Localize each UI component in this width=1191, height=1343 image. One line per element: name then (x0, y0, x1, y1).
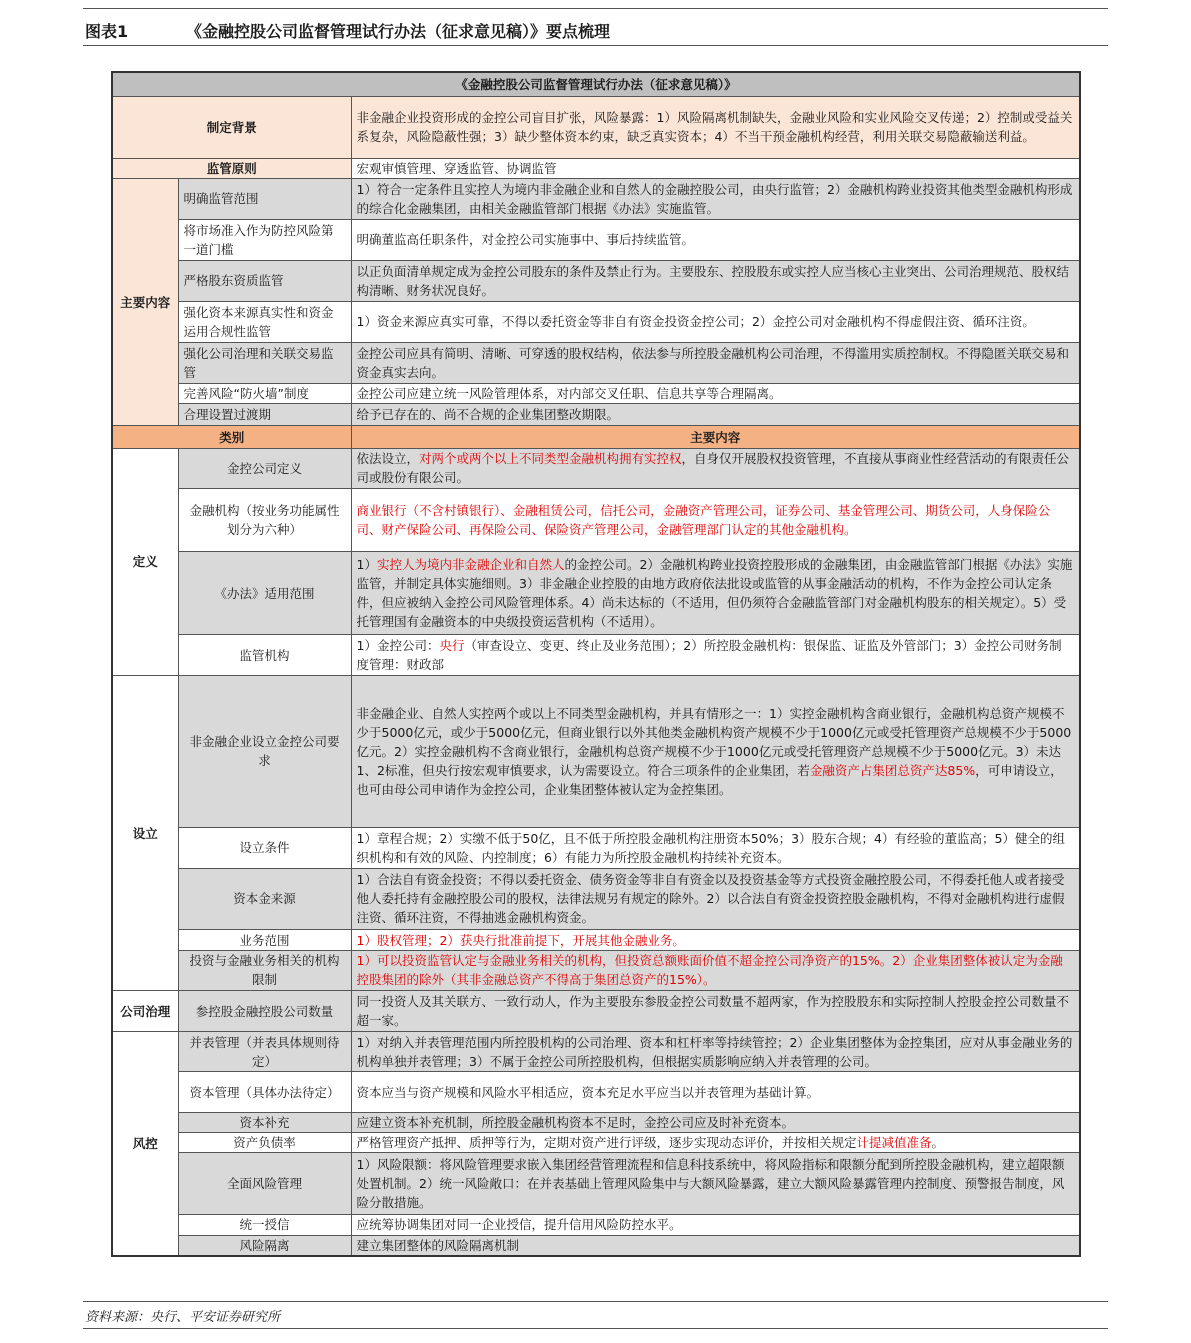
highlight-text: 对两个或两个以上不同类型金融机构拥有实控权 (419, 451, 682, 467)
table-row (112, 1031, 1080, 1072)
sub-label: 金融机构（按业务功能属性划分为六种） (178, 489, 351, 552)
table-row (112, 219, 1080, 261)
table-title-row (112, 72, 1080, 96)
table-row (112, 1153, 1080, 1215)
cell-content (351, 1235, 1080, 1256)
cell-content: 金控公司应具有简明、清晰、可穿透的股权结构，依法参与所控股金融机构公司治理，不得滥用实质控制权。不得隐匿关联交易和资金真实去向。 (351, 343, 1080, 384)
body-text: 1）对纳入并表管理范围内所控股机构的公司治理、资本和杠杆率等持续管控；2）企业集团整体为金控集团，应对从事金融业务的机构单独并表管理；3）不属于金控公司所控股机构，但根据实质影响应纳入并表管理的公司。 (356, 1034, 1073, 1069)
figure-label: 图表1 (85, 22, 129, 41)
row-content-background: 非金融企业投资形成的金控公司盲目扩张，风险暴露：1）风险隔离机制缺失，金融业风险和实业风险交叉传递；2）控制或受益关系复杂，风险隐蔽性强；3）缺少整体资本约束，缺乏真实资本；4）不当干预金融机构经营，利用关联交易隐蔽输送利益。 (351, 96, 1080, 158)
table-row (112, 930, 1080, 950)
body-text: 1）金控公司： (356, 638, 440, 654)
sub-label: 强化公司治理和关联交易监管 (178, 343, 351, 384)
source-footer (83, 1301, 1108, 1329)
body-text: ，自身仅开展股权投资管理，不直接从事商业性经营活动的有限责任公司或股份有限公司。 (356, 451, 1070, 486)
table-row (112, 1112, 1080, 1132)
body-text: 同一投资人及其关联方、一致行动人，作为主要股东参股金控公司数量不超两家，作为控股股东和实际控制人控股金控公司数量不超一家。 (356, 994, 1070, 1028)
body-text: 应统筹协调集团对同一企业授信，提升信用风险防控水平。 (356, 1217, 682, 1233)
body-text: 依法设立， (356, 451, 420, 467)
category-header: 类别 (112, 426, 351, 448)
table-row (112, 383, 1080, 403)
cell-content (351, 1112, 1080, 1132)
sub-label: 参控股金融控股公司数量 (178, 991, 351, 1032)
cell-content (351, 827, 1080, 868)
cell-content (351, 635, 1080, 676)
sub-label: 强化资本来源真实性和资金运用合规性监管 (178, 301, 351, 343)
table-row (112, 158, 1080, 178)
cell-content: 明确董监高任职条件，对金控公司实施事中、事后持续监管。 (351, 219, 1080, 261)
sub-label: 设立条件 (178, 827, 351, 868)
figure-title: 《金融控股公司监督管理试行办法（征求意见稿）》要点梳理 (186, 22, 611, 41)
cell-content: 以正负面清单规定成为金控公司股东的条件及禁止行为。主要股东、控股股东或实控人应当核心主业突出、公司治理规范、股权结构清晰、财务状况良好。 (351, 261, 1080, 302)
row-label-background: 制定背景 (112, 96, 351, 158)
sub-label: 资本金来源 (178, 868, 351, 930)
body-text: 严格管理资产抵押、质押等行为，定期对资产进行评级，逐步实现动态评价，并按相关规定 (356, 1135, 857, 1151)
cell-content (351, 991, 1080, 1032)
body-text: 1）合法自有资金投资；不得以委托资金、债务资金等非自有资金以及投资基金等方式投资金融控股公司，不得委托他人或者接受他人委托持有金融控股公司的股权，法律法规另有规定的除外。2）以合法自有资金投资控股金融机构，不得对金融机构进行虚假注资、循环注资，不得抽逃金融机构资金。 (356, 872, 1065, 926)
cell-content (351, 489, 1080, 552)
highlight-text: 央行 (439, 638, 465, 654)
row-label-principle: 监管原则 (112, 158, 351, 178)
table-row (112, 1072, 1080, 1113)
sub-label: 完善风险“防火墙”制度 (178, 383, 351, 403)
sub-label: 严格股东资质监管 (178, 261, 351, 302)
sub-label: 非金融企业设立金控公司要求 (178, 675, 351, 827)
section-label: 风控 (112, 1031, 178, 1256)
cell-content: 给予已存在的、尚不合规的企业集团整改期限。 (351, 404, 1080, 426)
table-row (112, 96, 1080, 158)
highlight-text: 计提减值准备 (856, 1135, 932, 1151)
body-text: 非金融企业、自然人实控两个或以上不同类型金融机构，并具有情形之一：1）实控金融机构含商业银行，金融机构总资产规模不少于5000亿元，或少于5000亿元，但商业银行以外其他类金融机构资产规模不少于1000亿元或受托管理资产总规模不少于5000亿元。2）实控金融机构不含商业银行，金融机构总资产规模不少于1000亿元或受托管理资产总规模不少于5000亿元。3）未达1、2标准，但央行按宏观审慎要求，认为需要设立。符合三项条件的企业集团，若 (356, 705, 1072, 778)
highlight-text: 1）可以投资监管认定与金融业务相关的机构，但投资总额账面价值不超金控公司净资产的15%。2）企业集团整体被认定为金融控股集团的除外（其非金融总资产不得高于集团总资产的15%）。 (356, 953, 1063, 988)
body-text: （审查设立、变更、终止及业务范围）；2）所控股金融机构：银保监、证监及外管部门；3）金控公司财务制度管理：财政部 (356, 638, 1062, 673)
highlight-text: 实控人为境内非金融企业和自然人 (376, 557, 565, 573)
cell-content (351, 1215, 1080, 1235)
table-row (112, 261, 1080, 302)
table-row (112, 301, 1080, 343)
figure-header (83, 8, 1108, 46)
section-label: 设立 (112, 675, 178, 990)
sub-label: 合理设置过渡期 (178, 404, 351, 426)
cell-content (351, 448, 1080, 489)
table-row (112, 178, 1080, 219)
body-text: ，可申请设立，也可由母公司申请作为金控公司，企业集团整体被认定为金控集团。 (356, 762, 1063, 797)
table-row (112, 991, 1080, 1032)
highlight-text: 1）股权管理；2）获央行批准前提下，开展其他金融业务。 (356, 932, 685, 948)
sub-label: 资本管理（具体办法待定） (178, 1072, 351, 1113)
cell-content: 1）资金来源应真实可靠，不得以委托资金等非自有资金投资金控公司；2）金控公司对金融机构不得虚假注资、循环注资。 (351, 301, 1080, 343)
sub-label: 资本补充 (178, 1112, 351, 1132)
table-row (112, 404, 1080, 426)
highlight-text: 金融资产占集团总资产达85% (809, 762, 976, 778)
body-text: 1）章程合规；2）实缴不低于50亿，且不低于所控股金融机构注册资本50%；3）股东合规；4）有经验的董监高；5）健全的组织机构和有效的风险、内控制度；6）有能力为所控股金融机构持续补充资本。 (356, 830, 1065, 865)
table-row (112, 675, 1080, 827)
table-row (112, 950, 1080, 991)
highlight-text: 商业银行（不含村镇银行）、金融租赁公司，信托公司，金融资产管理公司，证券公司、基金管理公司、期货公司，人身保险公司、财产保险公司、再保险公司、保险资产管理公司，金融管理部门认定的其他金融机构。 (356, 503, 1051, 538)
cell-content (351, 868, 1080, 930)
body-text: 1） (356, 557, 377, 573)
body-text: 。 (931, 1135, 945, 1151)
body-text: 1）风险限额：将风险管理要求嵌入集团经营管理流程和信息科技系统中，将风险指标和限额分配到所控股金融机构，建立超限额处置机制。2）统一风险敞口：在并表基础上管理风险集中与大额风险暴露，建立大额风险暴露管理内控制度、预警报告制度，风险分散措施。 (356, 1157, 1065, 1211)
body-text: 应建立资本补充机制，所控股金融机构资本不足时，金控公司应及时补充资本。 (356, 1115, 795, 1131)
cell-content (351, 1072, 1080, 1113)
row-content-principle: 宏观审慎管理、穿透监管、协调监管 (351, 158, 1080, 178)
sub-label: 统一授信 (178, 1215, 351, 1235)
cell-content (351, 552, 1080, 635)
sub-label: 明确监管范围 (178, 178, 351, 219)
main-content-label: 主要内容 (112, 178, 178, 425)
body-text: 资本应当与资产规模和风险水平相适应，资本充足水平应当以并表管理为基础计算。 (356, 1084, 820, 1100)
table-row (112, 1215, 1080, 1235)
sub-label: 资产负债率 (178, 1133, 351, 1153)
cell-content (351, 675, 1080, 827)
sub-label: 风险隔离 (178, 1235, 351, 1256)
table-row (112, 448, 1080, 489)
column-header-row (112, 426, 1080, 448)
sub-label: 业务范围 (178, 930, 351, 950)
table-row (112, 343, 1080, 384)
section-label: 定义 (112, 448, 178, 675)
section-label: 公司治理 (112, 991, 178, 1032)
body-text: 建立集团整体的风险隔离机制 (356, 1237, 520, 1253)
sub-label: 金控公司定义 (178, 448, 351, 489)
sub-label: 全面风险管理 (178, 1153, 351, 1215)
sub-label: 投资与金融业务相关的机构限制 (178, 950, 351, 991)
table-row (112, 635, 1080, 676)
table-title: 《金融控股公司监督管理试行办法（征求意见稿）》 (112, 72, 1080, 96)
table-row (112, 552, 1080, 635)
table-row (112, 489, 1080, 552)
sub-label: 监管机构 (178, 635, 351, 676)
cell-content: 金控公司应建立统一风险管理体系，对内部交叉任职、信息共享等合理隔离。 (351, 383, 1080, 403)
sub-label: 将市场准入作为防控风险第一道门槛 (178, 219, 351, 261)
table-row (112, 827, 1080, 868)
cell-content (351, 950, 1080, 991)
summary-table (111, 71, 1081, 1257)
content-header: 主要内容 (351, 426, 1080, 448)
sub-label: 并表管理（并表具体规则待定） (178, 1031, 351, 1072)
table-row (112, 1133, 1080, 1153)
table-row (112, 1235, 1080, 1256)
cell-content (351, 1133, 1080, 1153)
sub-label: 《办法》适用范围 (178, 552, 351, 635)
cell-content (351, 1031, 1080, 1072)
cell-content (351, 930, 1080, 950)
table-row (112, 868, 1080, 930)
body-text: 的金控公司。2）金融机构跨业投资控股形成的金融集团，由金融监管部门根据《办法》实施监管，并制定具体实施细则。3）非金融企业控股的由地方政府依法批设或监管的从事金融活动的机构，不作为金控公司认定条件，但应被纳入金控公司风险管理体系。4）尚未达标的（不适用，但仍须符合金融监管部门对金融机构股东的相关规定）。5）受托管理国有金融资本的中央级投资运营机构（不适用）。 (356, 557, 1073, 630)
cell-content (351, 1153, 1080, 1215)
source-note: 资料来源：央行、平安证券研究所 (85, 1310, 281, 1325)
cell-content: 1）符合一定条件且实控人为境内非金融企业和自然人的金融控股公司，由央行监管；2）金融机构跨业投资其他类型金融机构形成的综合化金融集团，由相关金融监管部门根据《办法》实施监管。 (351, 178, 1080, 219)
